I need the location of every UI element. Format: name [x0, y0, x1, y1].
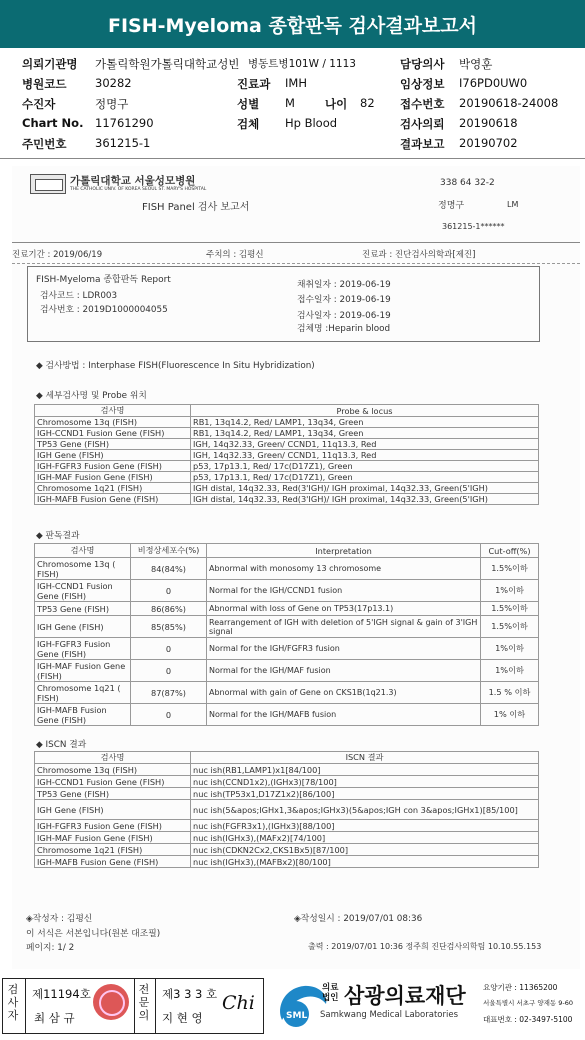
institution-value: 가톨릭학원가톨릭대학교성빈 — [95, 57, 240, 71]
result-col-interpretation: Interpretation — [207, 544, 481, 558]
page-number: 페이지: 1/ 2 — [26, 943, 75, 953]
probe-cell: IGH Gene (FISH) — [35, 450, 191, 461]
result-row — [35, 616, 539, 638]
iscn-cell: nuc ish(TP53x1,D17Z1x2)[86/100] — [191, 788, 539, 800]
probe-cell: p53, 17p13.1, Red/ 17c(D17Z1), Green — [191, 461, 539, 472]
method: ◆ 검사방법 : Interphase FISH(Fluorescence In Situ Hybridization) — [36, 361, 315, 371]
iscn-row — [35, 764, 539, 776]
seal-stamp-icon — [93, 984, 129, 1020]
probe-table — [34, 404, 539, 505]
result-row — [35, 580, 539, 602]
probe-cell: IGH distal, 14q32.33, Red(3'IGH)/ IGH proximal, 14q32.33, Green(5'IGH) — [191, 494, 539, 505]
inspector-divider — [25, 978, 26, 1034]
result-cell: 0 — [131, 704, 207, 726]
result-row — [35, 660, 539, 682]
report-date-value: 20190702 — [459, 136, 518, 150]
result-cell: Normal for the IGH/FGFR3 fusion — [207, 638, 481, 660]
result-cell: Normal for the IGH/MAF fusion — [207, 660, 481, 682]
specialist-divider — [134, 978, 135, 1034]
iscn-col-result: ISCN 결과 — [191, 752, 539, 764]
iscn-cell: IGH-MAF Fusion Gene (FISH) — [35, 832, 191, 844]
probe-cell: Chromosome 13q (FISH) — [35, 417, 191, 428]
iscn-cell: IGH-CCND1 Fusion Gene (FISH) — [35, 776, 191, 788]
hospital-eng-name: THE CATHOLIC UNIV. OF KOREA SEOUL ST. MARY'S HOSPITAL — [70, 187, 207, 192]
probe-cell: IGH-CCND1 Fusion Gene (FISH) — [35, 428, 191, 439]
result-cell: 1%이하 — [481, 660, 539, 682]
iscn-row — [35, 776, 539, 788]
chart-value: 11761290 — [95, 116, 154, 130]
iscn-cell: nuc ish(IGHx3),(MAFBx2)[80/100] — [191, 856, 539, 868]
visit-period: 진료기간 : 2019/06/19 — [12, 250, 103, 260]
scan-divider — [12, 242, 580, 243]
iscn-row — [35, 844, 539, 856]
probe-row — [35, 439, 539, 450]
org-name: 삼광의료재단 — [344, 984, 466, 1008]
attending-physician: 주치의 : 김평신 — [206, 250, 264, 260]
receipt-label: 접수번호 — [400, 97, 445, 111]
probe-cell: IGH, 14q32.33, Green/ CCND1, 11q13.3, Red — [191, 439, 539, 450]
result-row — [35, 704, 539, 726]
result-cell: Abnormal with gain of Gene on CKS1B(1q21.3) — [207, 682, 481, 704]
probe-cell: IGH-MAF Fusion Gene (FISH) — [35, 472, 191, 483]
result-cell: IGH-CCND1 Fusion Gene (FISH) — [35, 580, 131, 602]
sml-logo-text: SML — [286, 1011, 308, 1021]
result-cell: Normal for the IGH/CCND1 fusion — [207, 580, 481, 602]
result-row — [35, 682, 539, 704]
specimen-value: Hp Blood — [285, 116, 338, 130]
result-cell: IGH-MAFB Fusion Gene (FISH) — [35, 704, 131, 726]
iscn-cell: nuc ish(5&apos;IGHx1,3&apos;IGHx3)(5&apos;IGH con 3&apos;IGHx1)[85/100] — [191, 800, 539, 820]
patient-header — [0, 52, 585, 152]
probe-cell: p53, 17p13.1, Red/ 17c(D17Z1), Green — [191, 472, 539, 483]
scan-dashed-line — [12, 263, 580, 264]
test-number: 검사번호 : 2019D1000004055 — [40, 305, 168, 315]
iscn-cell: nuc ish(FGFR3x1),(IGHx3)[88/100] — [191, 820, 539, 832]
receive-date: 접수일자 : 2019-06-19 — [297, 295, 391, 305]
patient-number: 338 64 32-2 — [440, 178, 495, 188]
dept-label: 진료과 — [237, 77, 271, 91]
result-cell: 1.5%이하 — [481, 558, 539, 580]
org-code: 요양기관 : 11365200 — [483, 983, 558, 992]
result-cell: Chromosome 1q21 ( FISH) — [35, 682, 131, 704]
result-col-name: 검사명 — [35, 544, 131, 558]
specialist-license: 제3 3 3 호 — [162, 987, 218, 1001]
iscn-cell: TP53 Gene (FISH) — [35, 788, 191, 800]
age-label: 나이 — [325, 97, 348, 111]
result-cell: 0 — [131, 660, 207, 682]
clinical-label: 임상정보 — [400, 77, 445, 91]
result-cell: 1.5%이하 — [481, 616, 539, 638]
iscn-table — [34, 751, 539, 868]
inspector-name: 최 삼 규 — [34, 1011, 75, 1025]
probe-heading: ◆ 세부검사명 및 Probe 위치 — [36, 391, 147, 401]
probe-cell: IGH-MAFB Fusion Gene (FISH) — [35, 494, 191, 505]
request-value: 20190618 — [459, 116, 518, 130]
iscn-cell: IGH Gene (FISH) — [35, 800, 191, 820]
resident-value: 361215-1 — [95, 136, 151, 150]
iscn-col-name: 검사명 — [35, 752, 191, 764]
code-label: 병원코드 — [22, 77, 67, 91]
result-cell: 1% 이하 — [481, 704, 539, 726]
iscn-cell: IGH-FGFR3 Fusion Gene (FISH) — [35, 820, 191, 832]
header-divider — [0, 158, 585, 159]
patient-value: 정명구 — [95, 97, 129, 111]
specialist-vlabel: 전문의 — [138, 983, 150, 1022]
iscn-heading: ◆ ISCN 결과 — [36, 740, 87, 750]
doctor-label: 담당의사 — [400, 57, 445, 71]
copy-note: 이 서식은 서본입니다(원본 대조필) — [26, 929, 161, 939]
footer — [0, 974, 585, 1040]
iscn-cell: IGH-MAFB Fusion Gene (FISH) — [35, 856, 191, 868]
result-cell: 0 — [131, 580, 207, 602]
probe-cell: IGH, 14q32.33, Green/ CCND1, 11q13.3, Red — [191, 450, 539, 461]
result-table — [34, 543, 539, 726]
printed-info: 출력 : 2019/07/01 10:36 정주희 진단검사의학팀 10.10.55.153 — [308, 942, 542, 951]
org-phone: 대표번호 : 02-3497-5100 — [483, 1015, 573, 1024]
chart-label: Chart No. — [22, 116, 84, 130]
result-heading: ◆ 판독결과 — [36, 531, 80, 541]
result-cell: IGH Gene (FISH) — [35, 616, 131, 638]
iscn-cell: Chromosome 1q21 (FISH) — [35, 844, 191, 856]
sex-label: 성별 — [237, 97, 260, 111]
hospital-name: 가톨릭대학교 서울성모병원 — [70, 175, 196, 187]
iscn-cell: nuc ish(CDKN2Cx2,CKS1Bx5)[87/100] — [191, 844, 539, 856]
collect-date: 채취일자 : 2019-06-19 — [297, 280, 391, 290]
result-cell: 87(87%) — [131, 682, 207, 704]
probe-col-name: 검사명 — [35, 405, 191, 417]
result-cell: 1.5%이하 — [481, 602, 539, 616]
result-cell: Normal for the IGH/MAFB fusion — [207, 704, 481, 726]
org-type: 의료법인 — [322, 983, 339, 1003]
scan-patient-rrn: 361215-1****** — [442, 222, 505, 231]
iscn-row — [35, 800, 539, 820]
probe-row — [35, 428, 539, 439]
result-row — [35, 558, 539, 580]
result-cell: Rearrangement of IGH with deletion of 5'IGH signal & gain of 3'IGH signal — [207, 616, 481, 638]
result-col-cutoff: Cut-off(%) — [481, 544, 539, 558]
specimen-label: 검체 — [237, 117, 260, 131]
author: ◈작성자 : 김평신 — [26, 914, 93, 924]
fish-panel-title: FISH Panel 검사 보고서 — [142, 202, 250, 213]
age-value: 82 — [360, 96, 375, 110]
result-cell: TP53 Gene (FISH) — [35, 602, 131, 616]
iscn-cell: Chromosome 13q (FISH) — [35, 764, 191, 776]
probe-cell: IGH distal, 14q32.33, Red(3'IGH)/ IGH proximal, 14q32.33, Green(5'IGH) — [191, 483, 539, 494]
specialist-divider-2 — [155, 978, 156, 1034]
report-date-label: 결과보고 — [400, 137, 445, 151]
iscn-cell: nuc ish(IGHx3),(MAFx2)[74/100] — [191, 832, 539, 844]
institution-label: 의뢰기관명 — [22, 57, 78, 71]
sex-value: M — [285, 96, 295, 110]
probe-row — [35, 472, 539, 483]
probe-row — [35, 450, 539, 461]
result-cell: 1.5 % 이하 — [481, 682, 539, 704]
probe-row — [35, 483, 539, 494]
result-row — [35, 602, 539, 616]
iscn-row — [35, 832, 539, 844]
clinical-value: I76PD0UW0 — [459, 76, 528, 90]
probe-cell: IGH-FGFR3 Fusion Gene (FISH) — [35, 461, 191, 472]
scanned-report — [12, 166, 580, 969]
result-cell: 1%이하 — [481, 638, 539, 660]
report-name: FISH-Myeloma 종합판독 Report — [36, 275, 171, 285]
result-cell: 85(85%) — [131, 616, 207, 638]
inspector-license: 제11194호 — [32, 987, 91, 1001]
result-cell: 0 — [131, 638, 207, 660]
request-label: 검사의뢰 — [400, 117, 445, 131]
probe-cell: RB1, 13q14.2, Red/ LAMP1, 13q34, Green — [191, 428, 539, 439]
probe-cell: RB1, 13q14.2, Red/ LAMP1, 13q34, Green — [191, 417, 539, 428]
probe-row — [35, 417, 539, 428]
specialist-name: 지 현 영 — [162, 1011, 203, 1025]
scan-patient-name: 정명구 — [438, 201, 465, 211]
result-row — [35, 638, 539, 660]
result-cell: Chromosome 13q ( FISH) — [35, 558, 131, 580]
hospital-logo-icon — [30, 174, 66, 194]
result-cell: Abnormal with monosomy 13 chromosome — [207, 558, 481, 580]
org-eng-name: Samkwang Medical Laboratories — [320, 1010, 459, 1020]
receipt-value: 20190618-24008 — [459, 96, 559, 110]
probe-row — [35, 494, 539, 505]
inspector-vlabel: 검사자 — [7, 983, 19, 1022]
test-code: 검사코드 : LDR003 — [40, 291, 118, 301]
scan-department: 진료과 : 진단검사의학과[제진] — [362, 250, 476, 260]
result-cell: IGH-MAF Fusion Gene (FISH) — [35, 660, 131, 682]
ward-value: 병동트병101W / 1113 — [248, 58, 356, 70]
result-cell: 86(86%) — [131, 602, 207, 616]
result-col-abnormal: 비정상세포수(%) — [131, 544, 207, 558]
code-value: 30282 — [95, 76, 132, 90]
probe-cell: TP53 Gene (FISH) — [35, 439, 191, 450]
probe-col-locus: Probe & locus — [191, 405, 539, 417]
test-date: 검사일자 : 2019-06-19 — [297, 311, 391, 321]
resident-label: 주민번호 — [22, 137, 67, 151]
report-title: FISH-Myeloma 종합판독 검사결과보고서 — [0, 0, 585, 48]
probe-row — [35, 461, 539, 472]
specimen-name: 검체명 :Heparin blood — [297, 324, 391, 334]
doctor-value: 박영훈 — [459, 57, 493, 71]
iscn-cell: nuc ish(RB1,LAMP1)x1[84/100] — [191, 764, 539, 776]
iscn-row — [35, 788, 539, 800]
iscn-row — [35, 856, 539, 868]
author-date: ◈작성일시 : 2019/07/01 08:36 — [294, 914, 423, 924]
dept-value: IMH — [285, 76, 307, 90]
result-cell: 84(84%) — [131, 558, 207, 580]
result-cell: IGH-FGFR3 Fusion Gene (FISH) — [35, 638, 131, 660]
patient-label: 수진자 — [22, 97, 56, 111]
result-cell: Abnormal with loss of Gene on TP53(17p13.1) — [207, 602, 481, 616]
iscn-row — [35, 820, 539, 832]
scan-patient-sex: LM — [507, 200, 519, 209]
specialist-signature: Chi — [222, 992, 255, 1014]
iscn-cell: nuc ish(CCND1x2),(IGHx3)[78/100] — [191, 776, 539, 788]
org-address: 서울특별시 서초구 양재동 9-60 — [483, 999, 574, 1007]
probe-cell: Chromosome 1q21 (FISH) — [35, 483, 191, 494]
result-cell: 1%이하 — [481, 580, 539, 602]
